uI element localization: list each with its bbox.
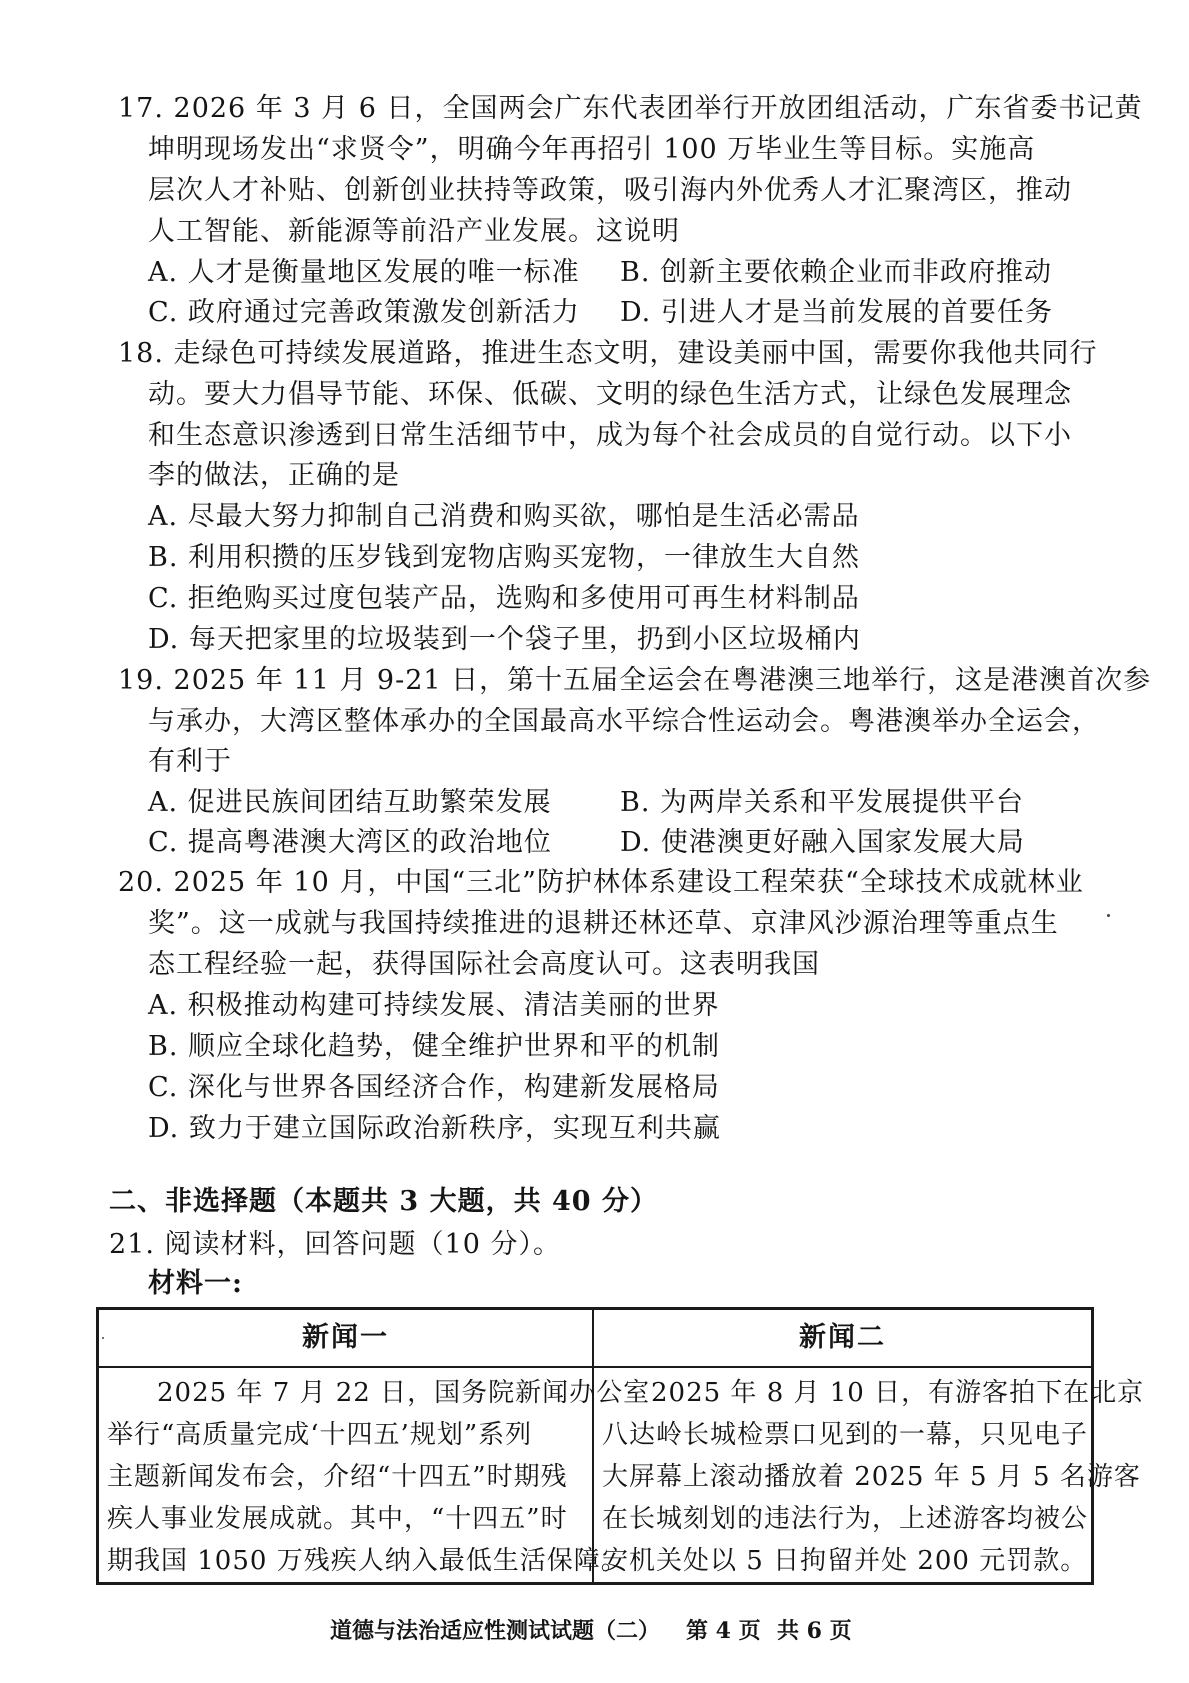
news-one-header: 新闻一 (302, 1322, 389, 1353)
q20-option-a: A. 积极推动构建可持续发展、清洁美丽的世界 (148, 990, 720, 1021)
footer-title: 道德与法治适应性测试试题（二） (330, 1618, 661, 1644)
q17-line-2: 坤明现场发出“求贤令”，明确今年再招引 100 万毕业生等目标。实施高 (148, 134, 1036, 165)
q21-intro: 21. 阅读材料，回答问题（10 分）。 (109, 1229, 561, 1260)
q17-line-1: 17. 2026 年 3 月 6 日，全国两会广东代表团举行开放团组活动，广东省委书记黄 (118, 93, 1143, 124)
q17-line-3: 层次人才补贴、创新创业扶持等政策，吸引海内外优秀人才汇聚湾区，推动 (148, 175, 1072, 206)
scan-speck (102, 1337, 104, 1339)
news-one-line-4: 疾人事业发展成就。其中，“十四五”时 (107, 1504, 568, 1534)
q19-line-2: 与承办，大湾区整体承办的全国最高水平综合性运动会。粤港澳举办全运会， (148, 706, 1100, 737)
q19-line-3: 有利于 (148, 746, 232, 777)
q17-line-4: 人工智能、新能源等前沿产业发展。这说明 (148, 216, 680, 247)
q17-option-d: D. 引进人才是当前发展的首要任务 (620, 297, 1053, 328)
q18-line-1: 18. 走绿色可持续发展道路，推进生态文明，建设美丽中国，需要你我他共同行 (118, 338, 1098, 369)
news-two-header: 新闻二 (799, 1322, 886, 1353)
news-one-line-2: 举行“高质量完成‘十四五’规划”系列 (107, 1420, 533, 1450)
scan-speck (1107, 914, 1110, 917)
news-two-line-4: 在长城刻划的违法行为，上述游客均被公 (602, 1504, 1089, 1534)
section-2-heading: 二、非选择题（本题共 3 大题，共 40 分） (109, 1186, 658, 1217)
q20-line-3: 态工程经验一起，获得国际社会高度认可。这表明我国 (148, 949, 820, 980)
q18-option-a: A. 尽最大努力抑制自己消费和购买欲，哪怕是生活必需品 (148, 501, 860, 532)
news-two-line-2: 八达岭长城检票口见到的一幕，只见电子 (602, 1420, 1089, 1450)
q20-option-c: C. 深化与世界各国经济合作，构建新发展格局 (148, 1072, 720, 1103)
q17-option-c: C. 政府通过完善政策激发创新活力 (148, 297, 580, 328)
q17-option-b: B. 创新主要依赖企业而非政府推动 (620, 257, 1053, 288)
q18-line-2: 动。要大力倡导节能、环保、低碳、文明的绿色生活方式，让绿色发展理念 (148, 379, 1072, 410)
q20-option-d: D. 致力于建立国际政治新秩序，实现互利共赢 (148, 1113, 721, 1144)
q18-line-3: 和生态意识渗透到日常生活细节中，成为每个社会成员的自觉行动。以下小 (148, 420, 1072, 451)
q19-option-b: B. 为两岸关系和平发展提供平台 (620, 787, 1025, 818)
news-one-line-3: 主题新闻发布会，介绍“十四五”时期残 (107, 1462, 568, 1492)
q18-line-4: 李的做法，正确的是 (148, 460, 400, 491)
news-one-line-1: 2025 年 7 月 22 日，国务院新闻办公室 (157, 1378, 651, 1408)
news-two-line-5: 安机关处以 5 日拘留并处 200 元罚款。 (602, 1546, 1088, 1576)
q18-option-d: D. 每天把家里的垃圾装到一个袋子里，扔到小区垃圾桶内 (148, 624, 861, 655)
q20-line-1: 20. 2025 年 10 月，中国“三北”防护林体系建设工程荣获“全球技术成就林业 (118, 867, 1084, 898)
q19-line-1: 19. 2025 年 11 月 9-21 日，第十五届全运会在粤港澳三地举行，这是港澳首次参 (118, 665, 1152, 696)
news-two-line-1: 2025 年 8 月 10 日，有游客拍下在北京 (651, 1378, 1145, 1408)
footer-total-pages: 共 6 页 (777, 1618, 852, 1644)
material-one-label: 材料一: (148, 1268, 243, 1299)
q20-line-2: 奖”。这一成就与我国持续推进的退耕还林还草、京津风沙源治理等重点生 (148, 908, 1059, 939)
q20-option-b: B. 顺应全球化趋势，健全维护世界和平的机制 (148, 1031, 721, 1062)
q17-option-a: A. 人才是衡量地区发展的唯一标准 (148, 257, 580, 288)
news-one-line-5: 期我国 1050 万残疾人纳入最低生活保障。 (107, 1546, 628, 1576)
q18-option-c: C. 拒绝购买过度包装产品，选购和多使用可再生材料制品 (148, 583, 860, 614)
news-table (96, 1307, 1145, 1585)
q19-option-a: A. 促进民族间团结互助繁荣发展 (148, 787, 552, 818)
q19-option-c: C. 提高粤港澳大湾区的政治地位 (148, 827, 552, 858)
q19-option-d: D. 使港澳更好融入国家发展大局 (620, 827, 1025, 858)
q18-option-b: B. 利用积攒的压岁钱到宠物店购买宠物，一律放生大自然 (148, 542, 861, 573)
table-header-divider (99, 1366, 1091, 1368)
footer-page-number: 第 4 页 (686, 1618, 761, 1644)
news-two-line-3: 大屏幕上滚动播放着 2025 年 5 月 5 名游客 (602, 1462, 1141, 1492)
